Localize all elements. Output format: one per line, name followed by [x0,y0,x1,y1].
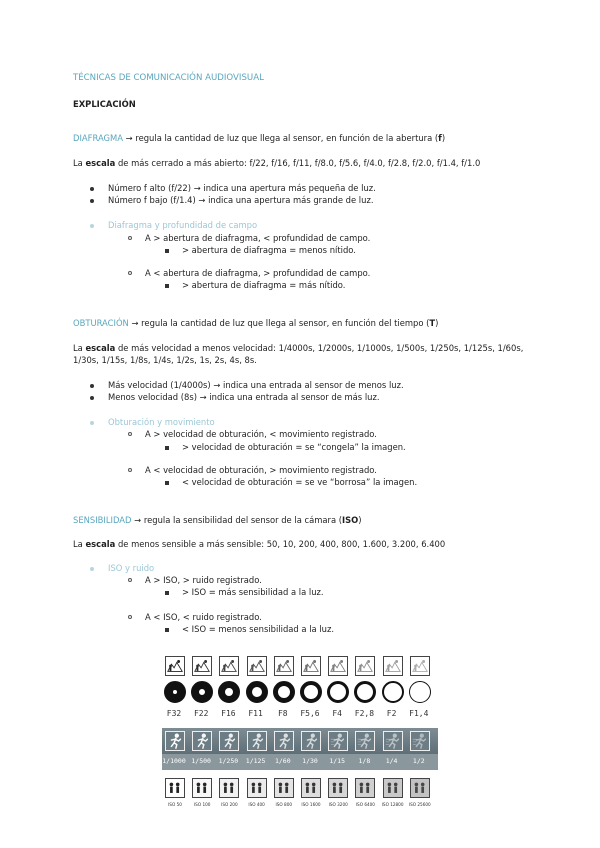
circle-bullet [128,271,132,275]
iso-label: ISO 200 [221,802,238,807]
aperture-icon [354,681,376,703]
depth-of-field-icon [328,656,348,676]
bullet-text: A < velocidad de obturación, > movimiento registrado. [145,465,377,475]
iso-noise-icon [301,778,321,798]
bullet-text: Número f alto (f/22) → indica una apertura más pequeña de luz. [108,183,376,193]
bullet-dot [90,224,94,228]
fstop-label: F32 [166,709,182,718]
square-bullet [165,284,169,288]
motion-runner-icon [247,731,267,751]
circle-bullet [128,432,132,436]
doc-title: TÉCNICAS DE COMUNICACIÓN AUDIOVISUAL [73,73,264,83]
iso-label: ISO 6400 [355,802,375,807]
bullet-text: ISO y ruido [108,563,155,573]
iso-noise-icon [274,778,294,798]
motion-runner-icon [328,731,348,751]
bullet-text: A < abertura de diafragma, > profundidad de campo. [145,268,371,278]
bullet-text: A < ISO, < ruido registrado. [145,612,262,622]
fstop-label: F1,4 [409,709,429,718]
shutter-label: 1/1000 [162,757,186,765]
diafragma-term: DIAFRAGMA [73,133,123,143]
aperture-icon [409,681,431,703]
diafragma-scale [73,158,480,169]
shutter-label: 1/8 [358,757,371,765]
scale-word: escala [85,343,116,353]
iso-noise-icon [247,778,267,798]
fstop-label: F4 [332,709,342,718]
bullet-text: Menos velocidad (8s) → indica una entrada al sensor de más luz. [108,392,380,402]
bullet-text: Más velocidad (1/4000s) → indica una entrada al sensor de menos luz. [108,380,404,390]
obturacion-def-end: ) [435,318,439,328]
circle-bullet [128,578,132,582]
iso-label: ISO 100 [193,802,211,807]
scale-prefix: La [73,343,86,353]
obturacion-subtitle [108,417,215,428]
iso-noise-icon [192,778,212,798]
section-heading: EXPLICACIÓN [73,99,136,109]
motion-runner-icon [383,731,403,751]
shutter-label: 1/125 [245,757,266,765]
depth-of-field-icon [192,656,212,676]
iso-label: ISO 12800 [381,802,404,807]
bullet-text: Obturación y movimiento [108,417,215,427]
fstop-label: F2 [386,709,397,718]
bullet-text: > abertura de diafragma = más nítido. [182,280,346,290]
aperture-icon [191,681,213,703]
diafragma-bullet-2 [108,195,374,206]
bullet-text: < velocidad de obturación = se ve “borrosa” la imagen. [182,477,418,487]
iso-label: ISO 50 [168,802,182,807]
bullet-dot [90,567,94,571]
exposure-chart-figure [162,652,438,816]
square-bullet [165,591,169,595]
sensibilidad-def-text: → regula la sensibilidad del sensor de la cámara ( [131,515,343,525]
bullet-text: > ISO = más sensibilidad a la luz. [182,587,324,597]
depth-of-field-icon [274,656,294,676]
obturacion-scale-line-2: 1/30s, 1/15s, 1/8s, 1/4s, 1/2s, 1s, 2s, 4s, 8s. [73,355,257,365]
iso-label: ISO 800 [275,802,293,807]
motion-runner-icon [192,731,212,751]
sensibilidad-term: SENSIBILIDAD [73,515,132,525]
scale-text: de más cerrado a más abierto: f/22, f/16, f/11, f/8.0, f/5.6, f/4.0, f/2.8, f/2.0, f/1.4, f/1.0 [115,158,481,168]
bullet-text: A > velocidad de obturación, < movimiento registrado. [145,429,377,439]
diafragma-def-letter: f [438,133,442,143]
obturacion-definition [73,318,438,329]
fstop-label: F2,8 [354,709,375,718]
obturacion-term: OBTURACIÓN [73,318,129,328]
sensibilidad-sub-1 [145,575,262,586]
iso-label: ISO 1600 [301,802,321,807]
diafragma-sub-2 [145,268,370,279]
bullet-dot [90,384,94,388]
aperture-icon [164,681,186,703]
bullet-text: A > abertura de diafragma, < profundidad de campo. [145,233,371,243]
sensibilidad-def-end: ) [358,515,362,525]
bullet-text: > velocidad de obturación = se “congela” la imagen. [182,442,406,452]
iso-noise-icon [328,778,348,798]
sensibilidad-subtitle [108,563,154,574]
circle-bullet [128,615,132,619]
aperture-icon [273,681,295,703]
depth-of-field-icon [410,656,430,676]
iso-noise-icon [165,778,185,798]
scale-word: escala [85,539,116,549]
iso-label: ISO 400 [248,802,265,807]
shutter-label: 1/2 [412,757,425,765]
bullet-text: Número f bajo (f/1.4) → indica una apertura más grande de luz. [108,195,374,205]
scale-text: de menos sensible a más sensible: 50, 10, 200, 400, 800, 1.600, 3.200, 6.400 [115,539,446,549]
diafragma-sub-1 [145,233,370,244]
fstop-label: F16 [221,709,236,718]
obturacion-sub-1-detail [182,442,406,453]
iso-label: ISO 25600 [408,802,431,807]
bullet-text: > abertura de diafragma = menos nítido. [182,245,356,255]
obturacion-bullet-2 [108,392,380,403]
aperture-icon [382,681,404,703]
square-bullet [165,249,169,253]
bullet-text: Diafragma y profundidad de campo [108,220,258,230]
obturacion-def-text: → regula la cantidad de luz que llega al sensor, en función del tiempo ( [128,318,430,328]
sensibilidad-definition [73,515,362,526]
obturacion-bullet-1 [108,380,404,391]
sensibilidad-sub-2-detail [182,624,334,635]
sensibilidad-def-letter: ISO [342,515,359,525]
fstop-label: F5,6 [300,709,320,718]
diafragma-bullet-1 [108,183,376,194]
bullet-dot [90,421,94,425]
shutter-label: 1/15 [329,757,346,765]
aperture-icon [300,681,322,703]
aperture-icon [327,681,349,703]
diafragma-subtitle [108,220,257,231]
iso-noise-icon [410,778,430,798]
motion-runner-icon [165,731,185,751]
motion-runner-icon [219,731,239,751]
depth-of-field-icon [301,656,321,676]
circle-bullet [128,468,132,472]
obturacion-def-letter: T [429,318,436,328]
square-bullet [165,446,169,450]
shutter-label: 1/250 [218,757,239,765]
bullet-text: < ISO = menos sensibilidad a la luz. [182,624,335,634]
sensibilidad-sub-2 [145,612,262,623]
iso-noise-icon [219,778,239,798]
obturacion-sub-2-detail [182,477,417,488]
fstop-label: F11 [248,709,263,718]
depth-of-field-icon [383,656,403,676]
iso-noise-icon [355,778,375,798]
shutter-label: 1/30 [302,757,318,765]
bullet-dot [90,199,94,203]
shutter-label: 1/60 [274,757,291,765]
shutter-label: 1/4 [385,757,398,765]
obturacion-sub-2 [145,465,377,476]
scale-word: escala [85,158,116,168]
iso-label: ISO 3200 [328,802,348,807]
aperture-icon [246,681,268,703]
square-bullet [165,628,169,632]
diafragma-sub-1-detail [182,245,356,256]
diafragma-definition [73,133,445,144]
sensibilidad-scale [73,539,445,550]
depth-of-field-icon [165,656,185,676]
scale-prefix: La [73,539,86,549]
depth-of-field-icon [247,656,267,676]
diafragma-def-text: → regula la cantidad de luz que llega al sensor, en función de la abertura ( [122,133,439,143]
shutter-label: 1/500 [191,757,211,765]
bullet-text: A > ISO, > ruido registrado. [145,575,262,585]
motion-runner-icon [274,731,294,751]
motion-runner-icon [301,731,321,751]
bullet-dot [90,396,94,400]
bullet-dot [90,187,94,191]
obturacion-sub-1 [145,429,377,440]
fstop-label: F22 [193,709,209,718]
sensibilidad-sub-1-detail [182,587,324,598]
motion-runner-icon [355,731,375,751]
fstop-label: F8 [277,709,288,718]
depth-of-field-icon [355,656,375,676]
motion-runner-icon [410,731,430,751]
obturacion-scale-line-1 [73,343,523,354]
depth-of-field-icon [219,656,239,676]
aperture-icon [218,681,240,703]
diafragma-sub-2-detail [182,280,345,291]
circle-bullet [128,236,132,240]
scale-prefix: La [73,158,86,168]
square-bullet [165,481,169,485]
diafragma-def-end: ) [441,133,446,143]
scale-text: de más velocidad a menos velocidad: 1/4000s, 1/2000s, 1/1000s, 1/500s, 1/250s, 1/125s, 1/60s, [115,343,524,353]
iso-noise-icon [383,778,403,798]
